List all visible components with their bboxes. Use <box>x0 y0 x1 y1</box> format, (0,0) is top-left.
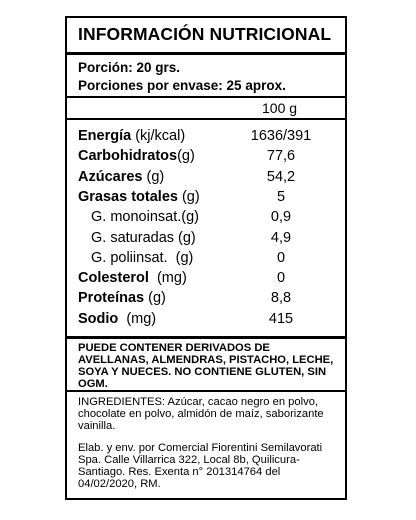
nutrient-row <box>78 311 156 327</box>
nutrient-row <box>78 290 166 306</box>
servings-per-package: Porciones por envase: 25 aprox. <box>78 78 286 93</box>
divider-allergens <box>67 390 345 392</box>
nutrition-label <box>65 16 347 500</box>
divider-serving <box>67 96 345 98</box>
nutrient-name: Sodio <box>78 311 119 327</box>
nutrient-row <box>78 148 195 164</box>
nutrient-unit: G. saturadas (g) <box>91 230 196 246</box>
nutrient-unit: G. poliinsat. (g) <box>91 250 194 266</box>
manufacturer-text: Elab. y env. por Comercial Fiorentini Semilavorati Spa. Calle Villarrica 322, Local 8b, Quilicura-Santiago. Res. Exenta n° 201314764 del 04/02/2020, RM. <box>78 442 323 490</box>
nutrient-name: Energía <box>78 128 132 144</box>
ingredients-text: INGREDIENTES: Azúcar, cacao negro en polvo, chocolate en polvo, almidón de maíz, saborizante vainilla. <box>78 396 324 432</box>
nutrient-value: 4,9 <box>270 230 292 246</box>
nutrient-name: Proteínas <box>78 290 145 306</box>
divider-header <box>67 118 345 120</box>
divider-title <box>67 52 345 55</box>
nutrient-name: Grasas totales <box>78 189 178 205</box>
divider-nutrients <box>67 336 345 339</box>
nutrient-value: 1636/391 <box>250 128 312 144</box>
nutrient-name: Colesterol <box>78 270 149 286</box>
nutrient-value: 0 <box>276 270 286 286</box>
nutrient-unit: (g) <box>142 169 165 185</box>
nutrient-value: 77,6 <box>266 148 296 164</box>
nutrient-unit: (g) <box>144 290 166 306</box>
column-header-100g: 100 g <box>262 100 298 116</box>
nutrient-row <box>78 128 185 144</box>
nutrient-value: 0 <box>276 250 286 266</box>
nutrient-row <box>91 230 196 246</box>
nutrient-unit: (mg) <box>148 270 187 286</box>
serving-portion: Porción: 20 grs. <box>78 60 181 75</box>
label-title: INFORMACIÓN NUTRICIONAL <box>78 24 332 44</box>
nutrient-name: Azúcares <box>78 169 143 185</box>
nutrient-value: 5 <box>276 189 286 205</box>
nutrient-unit: (g) <box>177 189 200 205</box>
nutrient-value: 415 <box>268 311 294 327</box>
nutrient-value: 54,2 <box>266 169 296 185</box>
nutrient-row <box>78 189 200 205</box>
allergen-warning: PUEDE CONTENER DERIVADOS DE AVELLANAS, ALMENDRAS, PISTACHO, LECHE, SOYA Y NUECES. NO CONTIENE GLUTEN, SIN OGM. <box>78 342 334 390</box>
nutrient-value: 8,8 <box>270 290 292 306</box>
nutrient-row <box>91 250 193 266</box>
nutrient-name: Carbohidratos <box>78 148 178 164</box>
nutrient-unit: (kj/kcal) <box>131 128 186 144</box>
nutrient-row <box>78 270 187 286</box>
nutrient-row <box>78 169 164 185</box>
nutrient-row <box>91 209 199 225</box>
nutrient-unit: (mg) <box>118 311 157 327</box>
nutrient-unit: (g) <box>177 148 195 164</box>
nutrient-unit: G. monoinsat.(g) <box>91 209 199 225</box>
nutrient-value: 0,9 <box>270 209 292 225</box>
